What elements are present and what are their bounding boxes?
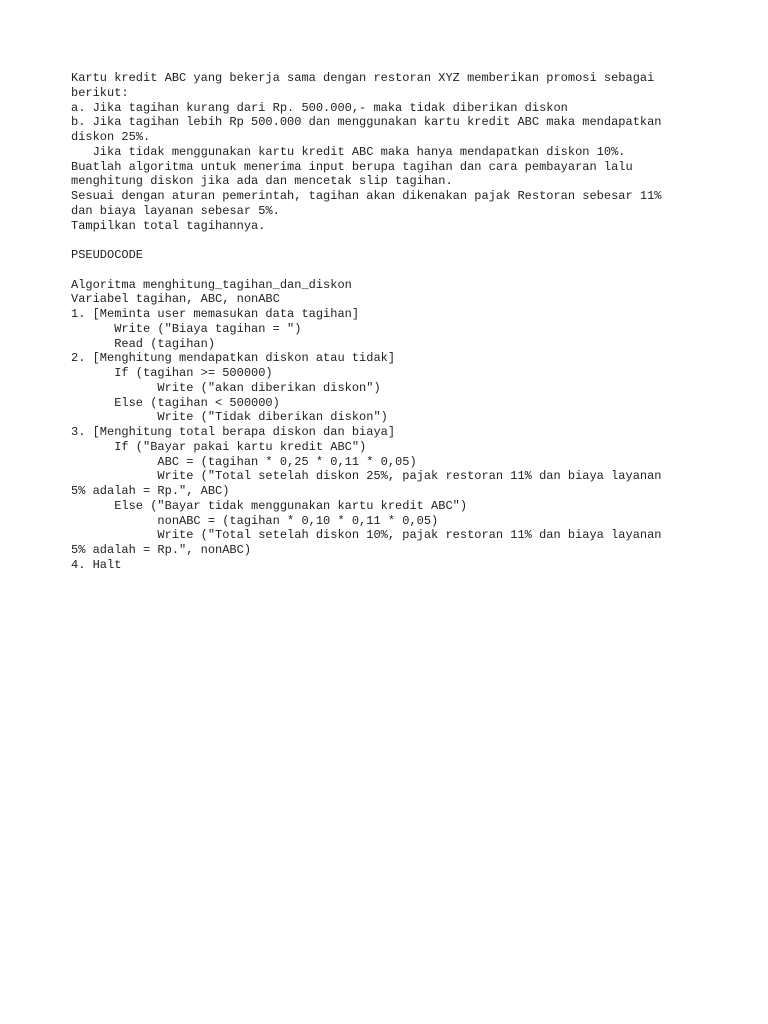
pseudocode-line: Write ("Tidak diberikan diskon")	[71, 410, 388, 425]
problem-statement-line: Jika tidak menggunakan kartu kredit ABC maka hanya mendapatkan diskon 10%.	[71, 144, 626, 159]
document-body	[71, 71, 711, 573]
pseudocode-line: nonABC = (tagihan * 0,10 * 0,11 * 0,05)	[71, 513, 439, 528]
pseudocode-line: Write ("Biaya tagihan = ")	[71, 321, 302, 336]
problem-statement-line: Sesuai dengan aturan pemerintah, tagihan akan dikenakan pajak Restoran sebesar 11%	[71, 189, 662, 203]
pseudocode-line: Read (tagihan)	[71, 336, 216, 351]
pseudocode-line: If (tagihan >= 500000)	[71, 366, 273, 380]
pseudocode-line: Write ("Total setelah diskon 25%, pajak restoran 11% dan biaya layanan	[71, 469, 662, 484]
problem-statement-line: Buatlah algoritma untuk menerima input berupa tagihan dan cara pembayaran lalu	[71, 159, 633, 174]
problem-statement-line: menghitung diskon jika ada dan mencetak slip tagihan.	[71, 174, 453, 189]
blank-line	[71, 233, 711, 248]
pseudocode-line: 3. [Menghitung total berapa diskon dan biaya]	[71, 425, 396, 439]
pseudocode-line: 1. [Meminta user memasukan data tagihan]	[71, 307, 360, 321]
problem-statement-line: Tampilkan total tagihannya.	[71, 218, 266, 233]
problem-statement-line: Kartu kredit ABC yang bekerja sama dengan restoran XYZ memberikan promosi sebagai	[71, 71, 655, 85]
problem-statement-line: b. Jika tagihan lebih Rp 500.000 dan menggunakan kartu kredit ABC maka mendapatkan	[71, 115, 662, 130]
pseudocode-line: ABC = (tagihan * 0,25 * 0,11 * 0,05)	[71, 454, 417, 469]
pseudocode-line: Else ("Bayar tidak menggunakan kartu kredit ABC")	[71, 498, 468, 513]
pseudocode-line: Variabel tagihan, ABC, nonABC	[71, 292, 280, 307]
pseudocode-line: If ("Bayar pakai kartu kredit ABC")	[71, 439, 367, 454]
section-heading: PSEUDOCODE	[71, 248, 144, 262]
pseudocode-line: 5% adalah = Rp.", nonABC)	[71, 543, 252, 557]
pseudocode-line: 2. [Menghitung mendapatkan diskon atau tidak]	[71, 351, 396, 366]
pseudocode-line: 4. Halt	[71, 557, 122, 572]
blank-line	[71, 263, 711, 278]
pseudocode-line: Write ("Total setelah diskon 10%, pajak restoran 11% dan biaya layanan	[71, 528, 662, 543]
pseudocode-line: 5% adalah = Rp.", ABC)	[71, 484, 230, 498]
pseudocode-line: Algoritma menghitung_tagihan_dan_diskon	[71, 277, 352, 292]
pseudocode-line: Write ("akan diberikan diskon")	[71, 380, 381, 395]
problem-statement-line: berikut:	[71, 85, 129, 100]
problem-statement-line: a. Jika tagihan kurang dari Rp. 500.000,- maka tidak diberikan diskon	[71, 100, 568, 115]
pseudocode-line: Else (tagihan < 500000)	[71, 395, 280, 410]
problem-statement-line: dan biaya layanan sebesar 5%.	[71, 203, 280, 218]
problem-statement-line: diskon 25%.	[71, 130, 151, 144]
